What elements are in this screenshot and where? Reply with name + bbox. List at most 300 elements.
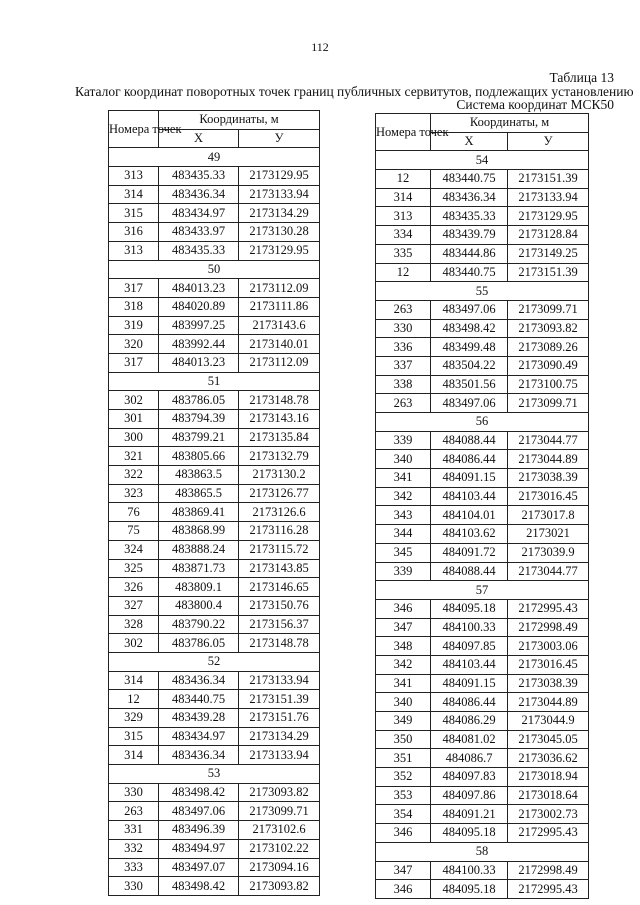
x-coordinate-cell: 484095.18 [431, 599, 508, 618]
table-row [376, 637, 589, 656]
table-row [376, 824, 589, 843]
point-number-cell: 323 [109, 484, 159, 503]
point-number-cell: 342 [376, 487, 431, 506]
point-number-header: Номера точек [109, 111, 159, 148]
table-row [109, 316, 320, 335]
y-coordinate-cell: 2173044.9 [508, 712, 589, 731]
table-row [376, 786, 589, 805]
point-number-cell: 336 [376, 338, 431, 357]
x-coordinate-cell: 484086.44 [431, 450, 508, 469]
point-number-cell: 316 [109, 223, 159, 242]
table-row [109, 615, 320, 634]
point-number-cell: 76 [109, 503, 159, 522]
point-number-cell: 328 [109, 615, 159, 634]
x-coordinate-cell: 484103.44 [431, 655, 508, 674]
point-number-cell: 339 [376, 562, 431, 581]
y-header: У [508, 132, 589, 151]
group-row [109, 652, 320, 671]
table-row [376, 207, 589, 226]
y-header: У [239, 129, 320, 148]
x-coordinate-cell: 483434.97 [159, 204, 239, 223]
table-row [376, 469, 589, 488]
group-number: 51 [109, 372, 320, 391]
point-number-cell: 314 [109, 671, 159, 690]
table-row [109, 410, 320, 429]
point-number-cell: 314 [109, 746, 159, 765]
y-coordinate-cell: 2173132.79 [239, 447, 320, 466]
x-coordinate-cell: 483436.34 [159, 671, 239, 690]
x-coordinate-cell: 483794.39 [159, 410, 239, 429]
y-coordinate-cell: 2173099.71 [508, 300, 589, 319]
x-coordinate-cell: 483433.97 [159, 223, 239, 242]
x-coordinate-cell: 483790.22 [159, 615, 239, 634]
point-number-cell: 317 [109, 353, 159, 372]
group-number: 53 [109, 765, 320, 784]
table-row [109, 428, 320, 447]
group-number: 57 [376, 581, 589, 600]
x-coordinate-cell: 483497.06 [431, 300, 508, 319]
table-row [109, 709, 320, 728]
point-number-cell: 347 [376, 861, 431, 880]
table-row [109, 484, 320, 503]
coordinate-system-label: Система координат МСК50 [456, 97, 614, 112]
y-coordinate-cell: 2173044.77 [508, 562, 589, 581]
point-number-cell: 300 [109, 428, 159, 447]
point-number-cell: 329 [109, 709, 159, 728]
x-coordinate-cell: 483436.34 [159, 185, 239, 204]
x-coordinate-cell: 484100.33 [431, 861, 508, 880]
table-body-right [376, 151, 589, 899]
table-row [376, 263, 589, 282]
table-row [109, 634, 320, 653]
x-coordinate-cell: 484020.89 [159, 297, 239, 316]
y-coordinate-cell: 2173094.16 [239, 858, 320, 877]
point-number-cell: 333 [109, 858, 159, 877]
x-coordinate-cell: 483435.33 [159, 241, 239, 260]
y-coordinate-cell: 2173093.82 [508, 319, 589, 338]
x-coordinate-cell: 484091.15 [431, 469, 508, 488]
point-number-cell: 330 [109, 877, 159, 896]
x-coordinate-cell: 483444.86 [431, 244, 508, 263]
x-coordinate-cell: 483809.1 [159, 578, 239, 597]
table-row [109, 522, 320, 541]
point-number-cell: 352 [376, 768, 431, 787]
y-coordinate-cell: 2173134.29 [239, 204, 320, 223]
table-row [109, 783, 320, 802]
y-coordinate-cell: 2172998.49 [508, 618, 589, 637]
table-row [109, 241, 320, 260]
point-number-cell: 319 [109, 316, 159, 335]
point-number-cell: 12 [376, 263, 431, 282]
y-coordinate-cell: 2173135.84 [239, 428, 320, 447]
point-number-cell: 337 [376, 356, 431, 375]
point-number-cell: 315 [109, 727, 159, 746]
table-row [109, 746, 320, 765]
y-coordinate-cell: 2173099.71 [239, 802, 320, 821]
y-coordinate-cell: 2173151.76 [239, 709, 320, 728]
point-number-cell: 340 [376, 450, 431, 469]
y-coordinate-cell: 2173017.8 [508, 506, 589, 525]
x-coordinate-cell: 484086.29 [431, 712, 508, 731]
point-number-cell: 314 [376, 188, 431, 207]
x-coordinate-cell: 483871.73 [159, 559, 239, 578]
point-number-cell: 343 [376, 506, 431, 525]
point-number-cell: 330 [109, 783, 159, 802]
group-number: 50 [109, 260, 320, 279]
point-number-cell: 12 [109, 690, 159, 709]
group-row [376, 842, 589, 861]
x-coordinate-cell: 483497.06 [431, 394, 508, 413]
x-coordinate-cell: 483496.39 [159, 821, 239, 840]
point-number-cell: 346 [376, 880, 431, 899]
point-number-cell: 346 [376, 599, 431, 618]
table-row [376, 338, 589, 357]
table-row [109, 466, 320, 485]
y-coordinate-cell: 2173100.75 [508, 375, 589, 394]
point-number-cell: 320 [109, 335, 159, 354]
table-row [109, 223, 320, 242]
x-coordinate-cell: 484091.21 [431, 805, 508, 824]
table-row [376, 450, 589, 469]
y-coordinate-cell: 2173129.95 [508, 207, 589, 226]
y-coordinate-cell: 2173044.89 [508, 693, 589, 712]
y-coordinate-cell: 2173038.39 [508, 469, 589, 488]
point-number-cell: 326 [109, 578, 159, 597]
y-coordinate-cell: 2172995.43 [508, 599, 589, 618]
table-row [376, 525, 589, 544]
table-row [376, 562, 589, 581]
y-coordinate-cell: 2173151.39 [239, 690, 320, 709]
table-row [376, 805, 589, 824]
x-coordinate-cell: 484097.83 [431, 768, 508, 787]
table-row [376, 487, 589, 506]
x-coordinate-cell: 483435.33 [431, 207, 508, 226]
table-row [376, 188, 589, 207]
point-number-cell: 321 [109, 447, 159, 466]
point-number-cell: 349 [376, 712, 431, 731]
point-number-cell: 263 [109, 802, 159, 821]
y-coordinate-cell: 2173102.6 [239, 821, 320, 840]
point-number-cell: 341 [376, 674, 431, 693]
y-coordinate-cell: 2173151.39 [508, 263, 589, 282]
y-coordinate-cell: 2172995.43 [508, 824, 589, 843]
point-number-cell: 12 [376, 170, 431, 189]
point-number-cell: 338 [376, 375, 431, 394]
table-row [376, 730, 589, 749]
point-number-cell: 332 [109, 839, 159, 858]
table-row [109, 727, 320, 746]
x-coordinate-cell: 483869.41 [159, 503, 239, 522]
table-row [376, 618, 589, 637]
table-row [376, 880, 589, 899]
y-coordinate-cell: 2173045.05 [508, 730, 589, 749]
x-coordinate-cell: 483434.97 [159, 727, 239, 746]
table-row [376, 693, 589, 712]
point-number-cell: 344 [376, 525, 431, 544]
y-coordinate-cell: 2173093.82 [239, 783, 320, 802]
x-coordinate-cell: 483435.33 [159, 167, 239, 186]
group-row [376, 282, 589, 301]
table-row [376, 599, 589, 618]
y-coordinate-cell: 2173089.26 [508, 338, 589, 357]
table-row [109, 821, 320, 840]
coordinates-table-left [108, 110, 320, 896]
page-number: 112 [311, 40, 329, 54]
table-row [376, 319, 589, 338]
coordinates-header: Координаты, м [431, 114, 589, 133]
x-coordinate-cell: 484095.18 [431, 880, 508, 899]
x-coordinate-cell: 484100.33 [431, 618, 508, 637]
table-row [109, 578, 320, 597]
group-number: 49 [109, 148, 320, 167]
table-row [376, 674, 589, 693]
coordinates-header: Координаты, м [159, 111, 320, 130]
point-number-cell: 325 [109, 559, 159, 578]
point-number-cell: 317 [109, 279, 159, 298]
table-row [376, 356, 589, 375]
x-coordinate-cell: 483436.34 [159, 746, 239, 765]
group-row [109, 372, 320, 391]
x-coordinate-cell: 484086.44 [431, 693, 508, 712]
table-row [376, 506, 589, 525]
point-number-cell: 75 [109, 522, 159, 541]
x-coordinate-cell: 483439.79 [431, 226, 508, 245]
y-coordinate-cell: 2173140.01 [239, 335, 320, 354]
x-coordinate-cell: 484095.18 [431, 824, 508, 843]
y-coordinate-cell: 2173148.78 [239, 391, 320, 410]
x-coordinate-cell: 483499.48 [431, 338, 508, 357]
x-coordinate-cell: 484013.23 [159, 279, 239, 298]
group-row [376, 581, 589, 600]
point-number-cell: 315 [109, 204, 159, 223]
x-coordinate-cell: 484088.44 [431, 562, 508, 581]
group-row [109, 148, 320, 167]
y-coordinate-cell: 2173129.95 [239, 167, 320, 186]
group-row [109, 765, 320, 784]
x-coordinate-cell: 483497.07 [159, 858, 239, 877]
x-coordinate-cell: 483863.5 [159, 466, 239, 485]
point-number-cell: 353 [376, 786, 431, 805]
table-row [109, 858, 320, 877]
x-coordinate-cell: 483786.05 [159, 634, 239, 653]
y-coordinate-cell: 2173130.28 [239, 223, 320, 242]
point-number-cell: 263 [376, 300, 431, 319]
y-coordinate-cell: 2173116.28 [239, 522, 320, 541]
group-number: 58 [376, 842, 589, 861]
x-coordinate-cell: 484013.23 [159, 353, 239, 372]
group-number: 56 [376, 413, 589, 432]
y-coordinate-cell: 2173146.65 [239, 578, 320, 597]
y-coordinate-cell: 2173143.16 [239, 410, 320, 429]
point-number-cell: 342 [376, 655, 431, 674]
x-coordinate-cell: 483494.97 [159, 839, 239, 858]
table-row [109, 559, 320, 578]
table-row [109, 353, 320, 372]
x-coordinate-cell: 483800.4 [159, 596, 239, 615]
point-number-cell: 318 [109, 297, 159, 316]
y-coordinate-cell: 2173018.64 [508, 786, 589, 805]
y-coordinate-cell: 2173150.76 [239, 596, 320, 615]
table-row [376, 394, 589, 413]
point-number-cell: 351 [376, 749, 431, 768]
point-number-cell: 327 [109, 596, 159, 615]
y-coordinate-cell: 2173151.39 [508, 170, 589, 189]
x-coordinate-cell: 483436.34 [431, 188, 508, 207]
y-coordinate-cell: 2173018.94 [508, 768, 589, 787]
x-coordinate-cell: 483440.75 [431, 263, 508, 282]
y-coordinate-cell: 2173112.09 [239, 279, 320, 298]
table-row [109, 447, 320, 466]
x-coordinate-cell: 483440.75 [159, 690, 239, 709]
point-number-cell: 324 [109, 540, 159, 559]
point-number-cell: 339 [376, 431, 431, 450]
y-coordinate-cell: 2173130.2 [239, 466, 320, 485]
table-body-left [109, 148, 320, 896]
table-row [109, 802, 320, 821]
y-coordinate-cell: 2173133.94 [239, 746, 320, 765]
x-coordinate-cell: 483501.56 [431, 375, 508, 394]
table-row [109, 540, 320, 559]
x-coordinate-cell: 484103.62 [431, 525, 508, 544]
group-number: 52 [109, 652, 320, 671]
point-number-cell: 301 [109, 410, 159, 429]
y-coordinate-cell: 2173134.29 [239, 727, 320, 746]
table-row [376, 226, 589, 245]
x-coordinate-cell: 484097.85 [431, 637, 508, 656]
y-coordinate-cell: 2173143.6 [239, 316, 320, 335]
point-number-cell: 340 [376, 693, 431, 712]
table-row [376, 749, 589, 768]
x-coordinate-cell: 484097.86 [431, 786, 508, 805]
point-number-cell: 313 [109, 241, 159, 260]
y-coordinate-cell: 2173016.45 [508, 655, 589, 674]
point-number-cell: 348 [376, 637, 431, 656]
table-row [376, 543, 589, 562]
point-number-cell: 346 [376, 824, 431, 843]
x-coordinate-cell: 483799.21 [159, 428, 239, 447]
group-row [376, 151, 589, 170]
table-row [376, 712, 589, 731]
table-row [109, 297, 320, 316]
y-coordinate-cell: 2173038.39 [508, 674, 589, 693]
x-header: X [431, 132, 508, 151]
x-coordinate-cell: 483504.22 [431, 356, 508, 375]
x-coordinate-cell: 483439.28 [159, 709, 239, 728]
x-coordinate-cell: 484091.72 [431, 543, 508, 562]
group-number: 54 [376, 151, 589, 170]
x-coordinate-cell: 483868.99 [159, 522, 239, 541]
y-coordinate-cell: 2173149.25 [508, 244, 589, 263]
point-number-cell: 302 [109, 634, 159, 653]
table-row [109, 279, 320, 298]
point-number-cell: 314 [109, 185, 159, 204]
y-coordinate-cell: 2173129.95 [239, 241, 320, 260]
y-coordinate-cell: 2173143.85 [239, 559, 320, 578]
table-row [376, 300, 589, 319]
y-coordinate-cell: 2173126.77 [239, 484, 320, 503]
x-coordinate-cell: 483805.66 [159, 447, 239, 466]
x-coordinate-cell: 483498.42 [159, 877, 239, 896]
y-coordinate-cell: 2173090.49 [508, 356, 589, 375]
point-number-cell: 331 [109, 821, 159, 840]
table-row [109, 877, 320, 896]
y-coordinate-cell: 2173002.73 [508, 805, 589, 824]
x-coordinate-cell: 483497.06 [159, 802, 239, 821]
point-number-cell: 322 [109, 466, 159, 485]
y-coordinate-cell: 2173016.45 [508, 487, 589, 506]
x-coordinate-cell: 483786.05 [159, 391, 239, 410]
point-number-cell: 347 [376, 618, 431, 637]
y-coordinate-cell: 2173003.06 [508, 637, 589, 656]
group-row [376, 413, 589, 432]
point-number-cell: 313 [376, 207, 431, 226]
x-coordinate-cell: 483888.24 [159, 540, 239, 559]
y-coordinate-cell: 2172998.49 [508, 861, 589, 880]
y-coordinate-cell: 2173126.6 [239, 503, 320, 522]
y-coordinate-cell: 2173102.22 [239, 839, 320, 858]
table-row [109, 671, 320, 690]
y-coordinate-cell: 2173112.09 [239, 353, 320, 372]
table-row [109, 204, 320, 223]
table-row [376, 861, 589, 880]
group-number: 55 [376, 282, 589, 301]
table-row [109, 503, 320, 522]
point-number-cell: 334 [376, 226, 431, 245]
x-coordinate-cell: 483992.44 [159, 335, 239, 354]
table-row [376, 375, 589, 394]
table-row [109, 391, 320, 410]
y-coordinate-cell: 2173133.94 [239, 671, 320, 690]
y-coordinate-cell: 2173148.78 [239, 634, 320, 653]
point-number-cell: 302 [109, 391, 159, 410]
table-row [109, 596, 320, 615]
x-coordinate-cell: 484081.02 [431, 730, 508, 749]
x-coordinate-cell: 483498.42 [159, 783, 239, 802]
point-number-cell: 263 [376, 394, 431, 413]
y-coordinate-cell: 2173039.9 [508, 543, 589, 562]
table-row [109, 185, 320, 204]
y-coordinate-cell: 2173156.37 [239, 615, 320, 634]
table-row [109, 335, 320, 354]
y-coordinate-cell: 2172995.43 [508, 880, 589, 899]
table-row [109, 839, 320, 858]
point-number-header: Номера точек [376, 114, 431, 151]
y-coordinate-cell: 2173036.62 [508, 749, 589, 768]
table-row [376, 244, 589, 263]
catalog-title: Каталог координат поворотных точек границ публичных сервитутов, подлежащих установлению [75, 84, 634, 99]
table-row [376, 655, 589, 674]
table-row [376, 768, 589, 787]
point-number-cell: 313 [109, 167, 159, 186]
table-row [109, 167, 320, 186]
x-coordinate-cell: 484104.01 [431, 506, 508, 525]
point-number-cell: 354 [376, 805, 431, 824]
point-number-cell: 341 [376, 469, 431, 488]
table-row [376, 431, 589, 450]
x-coordinate-cell: 484086.7 [431, 749, 508, 768]
point-number-cell: 345 [376, 543, 431, 562]
x-coordinate-cell: 483440.75 [431, 170, 508, 189]
y-coordinate-cell: 2173044.89 [508, 450, 589, 469]
coordinates-table-right [375, 113, 589, 899]
table-label: Таблица 13 [549, 70, 614, 85]
x-coordinate-cell: 483498.42 [431, 319, 508, 338]
y-coordinate-cell: 2173099.71 [508, 394, 589, 413]
point-number-cell: 350 [376, 730, 431, 749]
x-header: X [159, 129, 239, 148]
y-coordinate-cell: 2173021 [508, 525, 589, 544]
group-row [109, 260, 320, 279]
